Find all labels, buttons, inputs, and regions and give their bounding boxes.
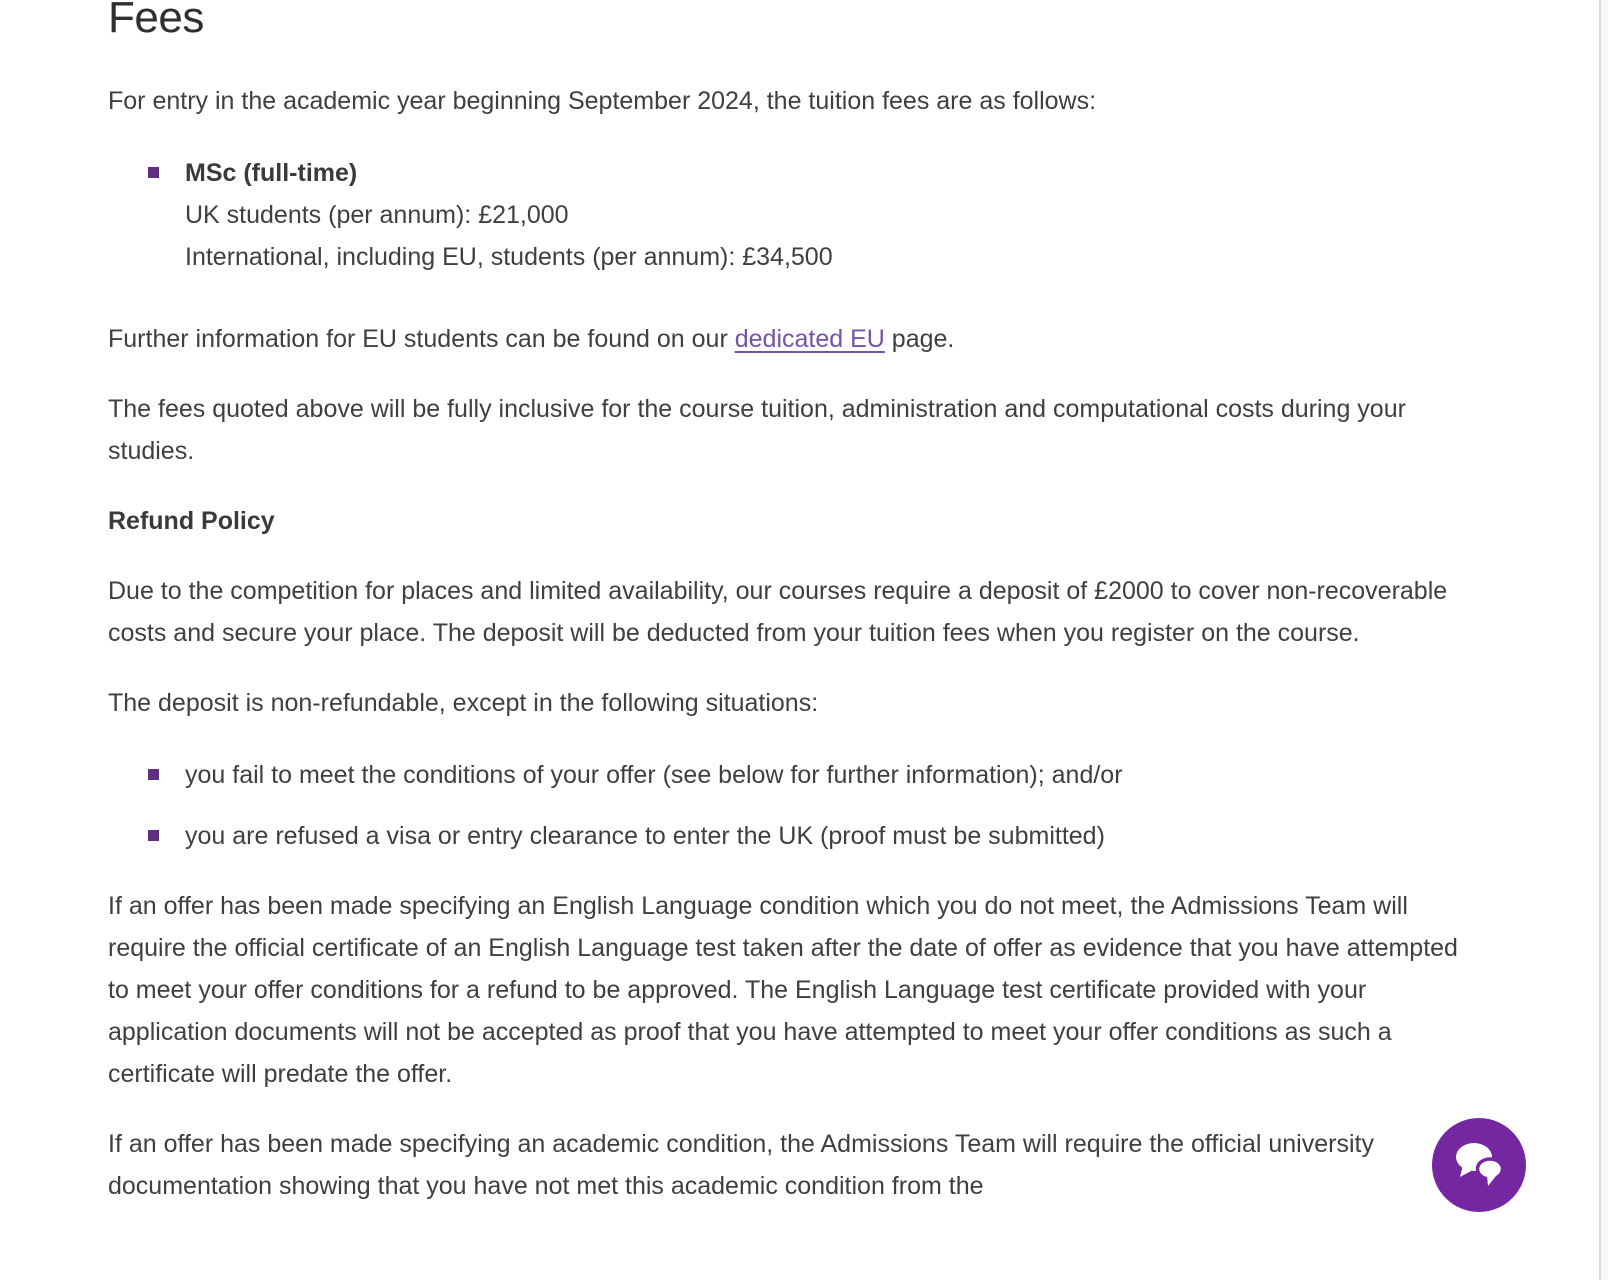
deposit-paragraph: Due to the competition for places and limited availability, our courses require a deposit of £2000 to cover non-recoverable costs and secure your place. The deposit will be deducted from your tuition fees when you register on the course. (108, 577, 1448, 647)
eu-info-paragraph (108, 318, 1468, 360)
chat-bubbles-icon (1453, 1141, 1505, 1190)
scrollbar-track[interactable] (1599, 0, 1608, 1280)
refund-condition-visa: you are refused a visa or entry clearance to enter the UK (proof must be submitted) (108, 815, 1468, 857)
fee-uk-line: UK students (per annum): £21,000 (185, 201, 569, 229)
fee-list (108, 152, 1468, 278)
fee-international-line: International, including EU, students (per annum): £34,500 (185, 243, 833, 271)
page-title: Fees (108, 0, 204, 42)
inclusive-note-paragraph: The fees quoted above will be fully inclusive for the course tuition, administration and computational costs during your studies. (108, 395, 1406, 465)
fee-list-item-msc (108, 152, 1468, 278)
refund-condition-offer: you fail to meet the conditions of your offer (see below for further information); and/or (108, 754, 1468, 796)
dedicated-eu-link[interactable]: dedicated EU (734, 325, 885, 353)
chat-widget-button[interactable] (1432, 1118, 1526, 1212)
refund-policy-heading: Refund Policy (108, 507, 275, 535)
fee-program-name: MSc (full-time) (185, 159, 358, 187)
nonrefundable-intro-paragraph: The deposit is non-refundable, except in the following situations: (108, 689, 819, 717)
eu-info-after: page. (884, 325, 955, 353)
fees-article (108, 0, 1468, 1235)
eu-info-before: Further information for EU students can be found on our (108, 325, 735, 353)
english-condition-paragraph: If an offer has been made specifying an English Language condition which you do not meet, the Admissions Team will require the official certificate of an English Language test taken after the date of offer as evidence that you have attempted to meet your offer conditions for a refund to be approved. The English Language test certificate provided with your application documents will not be accepted as proof that you have attempted to meet your offer conditions as such a certificate will predate the offer. (108, 892, 1458, 1088)
intro-paragraph: For entry in the academic year beginning September 2024, the tuition fees are as follows: (108, 87, 1097, 115)
academic-condition-paragraph: If an offer has been made specifying an academic condition, the Admissions Team will require the official university documentation showing that you have not met this academic condition from the (108, 1130, 1374, 1200)
refund-conditions-list (108, 754, 1468, 857)
